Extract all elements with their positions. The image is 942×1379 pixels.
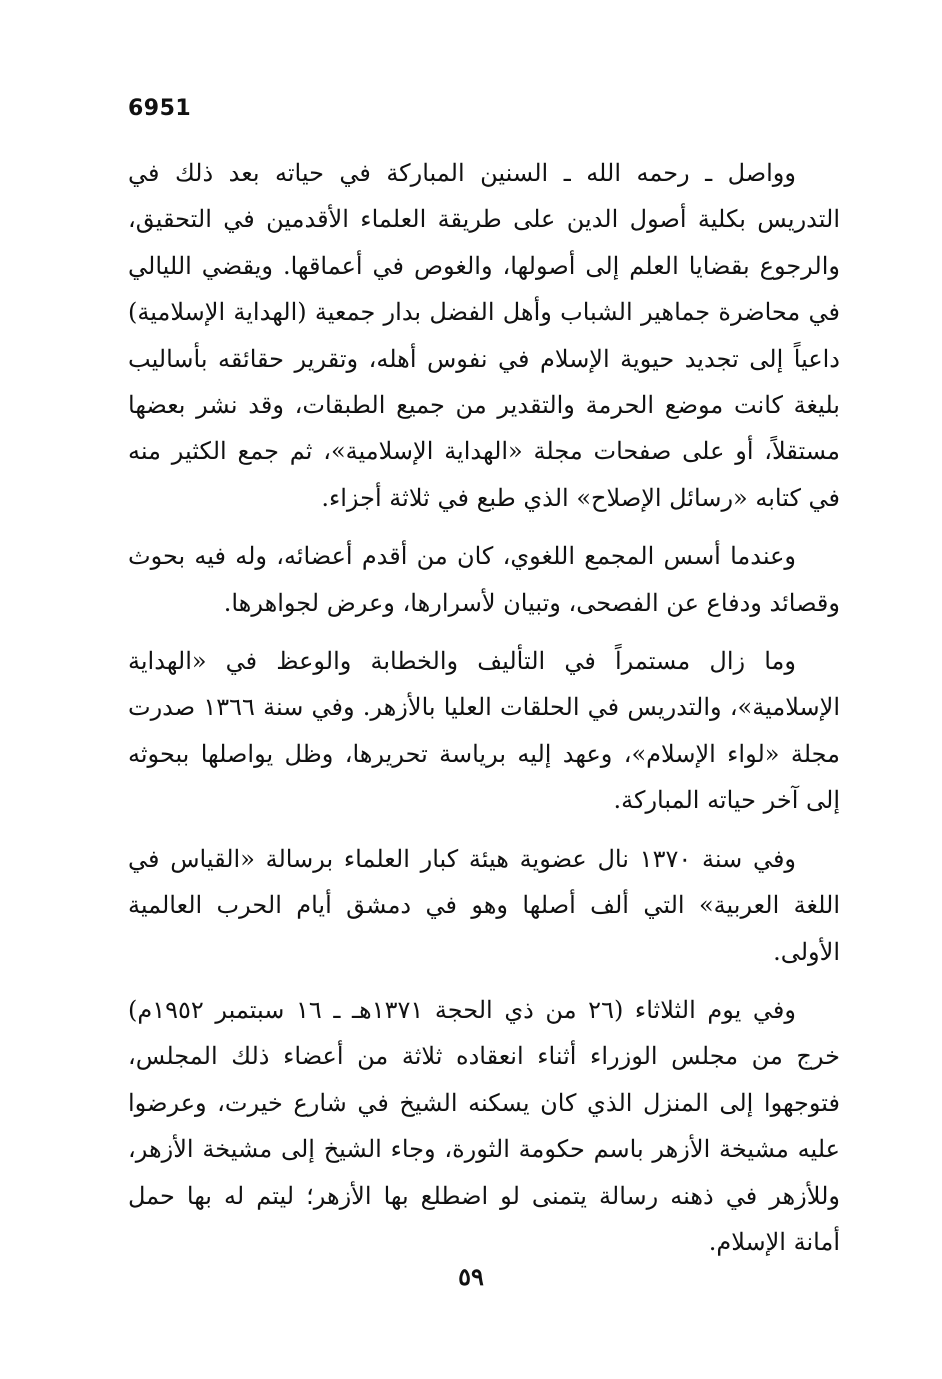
body-text [128,150,840,1265]
paragraph-senior-scholars: وفي سنة ١٣٧٠ نال عضوية هيئة كبار العلماء برسالة «القياس في اللغة العربية» التي ألف أصلها وهو في دمشق أيام الحرب العالمية الأولى. [128,844,840,966]
paragraph-teaching: وواصل ـ رحمه الله ـ السنين المباركة في حياته بعد ذلك في التدريس بكلية أصول الدين على طريقة العلماء الأقدمين في التحقيق، والرجوع بقضايا العلم إلى أصولها، والغوص في أعماقها. ويقضي الليالي في محاضرة جماهير الشباب وأهل الفضل بدار جمعية (الهداية الإسلامية) داعياً إلى تجديد حيوية الإسلام في نفوس أهله، وتقرير حقائقه بأساليب بليغة كانت موضع الحرمة والتقدير من جميع الطبقات، وقد نشر بعضها مستقلاً، أو على صفحات مجلة «الهداية الإسلامية»، ثم جمع الكثير منه في كتابه «رسائل الإصلاح» الذي طبع في ثلاثة أجزاء. [128,159,841,512]
page-id-number: 6951 [128,96,192,121]
page-number: ٥٩ [458,1262,484,1291]
paragraph-azhar-appointment: وفي يوم الثلاثاء (٢٦ من ذي الحجة ١٣٧١هـ ـ ١٦ سبتمبر ١٩٥٢م) خرج من مجلس الوزراء أثناء انعقاده ثلاثة من أعضاء ذلك المجلس، فتوجهوا إلى المنزل الذي كان يسكنه الشيخ في شارع خيرت، وعرضوا عليه مشيخة الأزهر باسم حكومة الثورة، وجاء الشيخ إلى مشيخة الأزهر، وللأزهر في ذهنه رسالة يتمنى لو اضطلع بها الأزهر؛ ليتم له بها حمل أمانة الإسلام. [128,995,841,1256]
paragraph-language-academy: وعندما أسس المجمع اللغوي، كان من أقدم أعضائه، وله فيه بحوث وقصائد ودفاع عن الفصحى، وتبيان لأسرارها، وعرض لجواهرها. [128,542,840,617]
paragraph-writing: وما زال مستمراً في التأليف والخطابة والوعظ في «الهداية الإسلامية»، والتدريس في الحلقات العليا بالأزهر. وفي سنة ١٣٦٦ صدرت مجلة «لواء الإسلام»، وعهد إليه برياسة تحريرها، وظل يواصلها ببحوثه إلى آخر حياته المباركة. [128,647,840,815]
